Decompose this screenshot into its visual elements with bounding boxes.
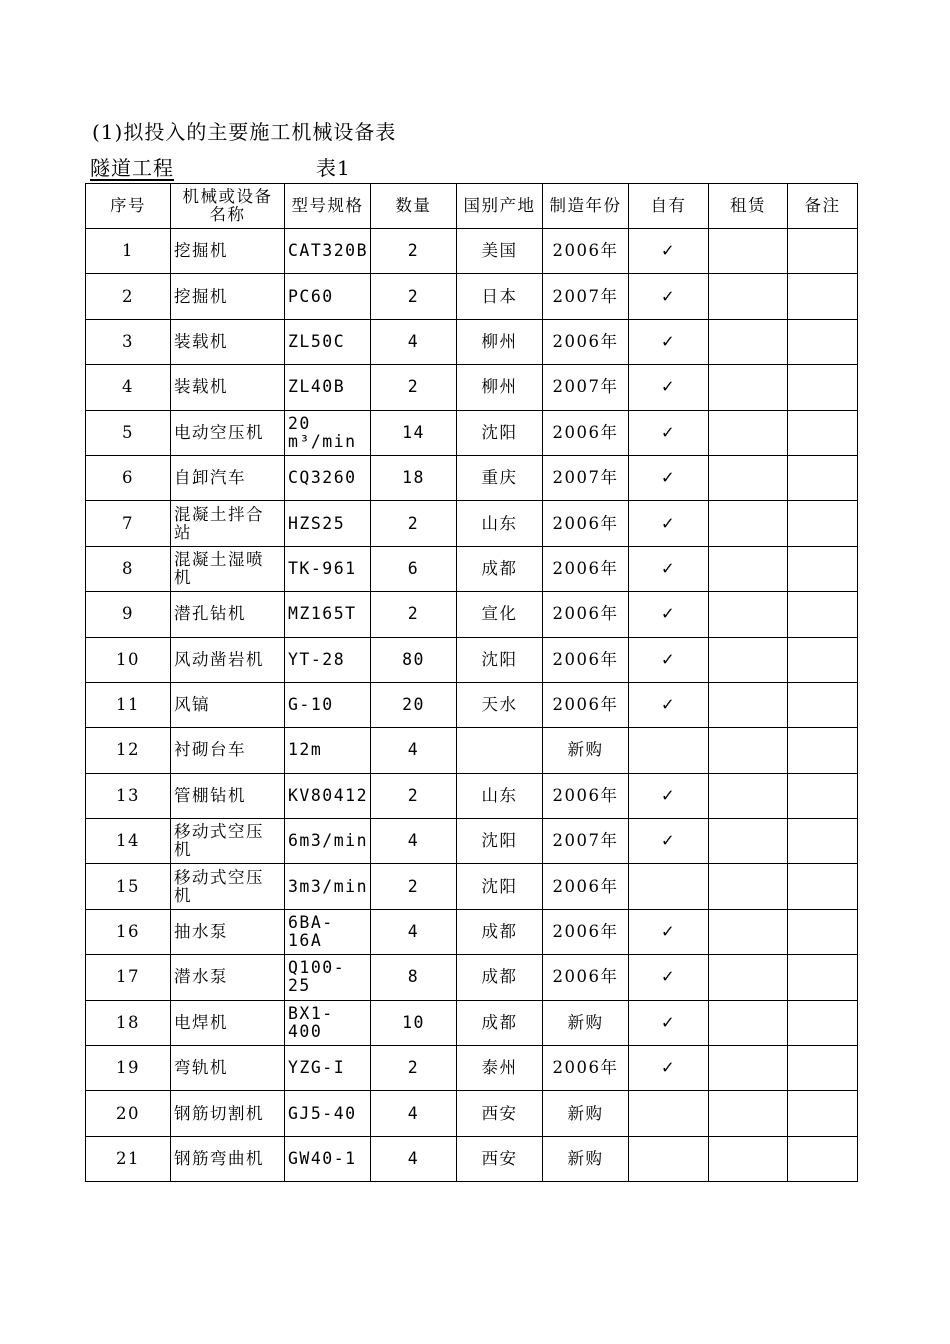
cell-own-check: ✓ bbox=[629, 455, 709, 500]
cell-name: 电焊机 bbox=[171, 1000, 285, 1045]
cell-note bbox=[788, 365, 858, 410]
document-title: (1)拟投入的主要施工机械设备表 bbox=[92, 120, 397, 144]
cell-rent bbox=[709, 546, 788, 591]
cell-note bbox=[788, 592, 858, 637]
cell-country: 沈阳 bbox=[457, 637, 543, 682]
cell-note bbox=[788, 319, 858, 364]
table-row bbox=[86, 728, 858, 773]
cell-no: 14 bbox=[86, 819, 171, 864]
cell-model: 3m3/min bbox=[285, 864, 371, 909]
cell-note bbox=[788, 1091, 858, 1136]
header-rent: 租赁 bbox=[709, 184, 788, 229]
section-label: 隧道工程 bbox=[90, 156, 174, 180]
cell-year: 2007年 bbox=[543, 455, 629, 500]
cell-model: GJ5-40 bbox=[285, 1091, 371, 1136]
cell-name: 衬砌台车 bbox=[171, 728, 285, 773]
cell-note bbox=[788, 682, 858, 727]
cell-note bbox=[788, 637, 858, 682]
cell-note bbox=[788, 1000, 858, 1045]
cell-model: KV80412 bbox=[285, 773, 371, 818]
cell-no: 3 bbox=[86, 319, 171, 364]
cell-own-check bbox=[629, 1136, 709, 1181]
cell-own-check bbox=[629, 864, 709, 909]
table-row bbox=[86, 1046, 858, 1091]
cell-qty: 4 bbox=[371, 1091, 457, 1136]
cell-model: 20 m³/min bbox=[285, 410, 371, 455]
cell-name: 装载机 bbox=[171, 365, 285, 410]
table-row bbox=[86, 592, 858, 637]
cell-no: 13 bbox=[86, 773, 171, 818]
cell-name: 管棚钻机 bbox=[171, 773, 285, 818]
table-row bbox=[86, 546, 858, 591]
cell-year: 新购 bbox=[543, 1000, 629, 1045]
cell-rent bbox=[709, 274, 788, 319]
cell-country: 成都 bbox=[457, 546, 543, 591]
cell-no: 20 bbox=[86, 1091, 171, 1136]
cell-no: 9 bbox=[86, 592, 171, 637]
cell-qty: 18 bbox=[371, 455, 457, 500]
cell-no: 15 bbox=[86, 864, 171, 909]
table-row bbox=[86, 501, 858, 546]
cell-name: 电动空压机 bbox=[171, 410, 285, 455]
cell-rent bbox=[709, 1046, 788, 1091]
cell-own-check: ✓ bbox=[629, 909, 709, 954]
cell-no: 17 bbox=[86, 955, 171, 1000]
cell-qty: 4 bbox=[371, 319, 457, 364]
cell-name: 混凝土拌合站 bbox=[171, 501, 285, 546]
table-number-label: 表1 bbox=[316, 156, 351, 180]
cell-name: 混凝土湿喷机 bbox=[171, 546, 285, 591]
cell-year: 新购 bbox=[543, 1136, 629, 1181]
table-row bbox=[86, 410, 858, 455]
cell-own-check: ✓ bbox=[629, 229, 709, 274]
cell-rent bbox=[709, 365, 788, 410]
header-qty: 数量 bbox=[371, 184, 457, 229]
cell-year: 2006年 bbox=[543, 637, 629, 682]
cell-name: 挖掘机 bbox=[171, 274, 285, 319]
cell-qty: 2 bbox=[371, 501, 457, 546]
cell-no: 1 bbox=[86, 229, 171, 274]
cell-country: 泰州 bbox=[457, 1046, 543, 1091]
cell-country: 成都 bbox=[457, 1000, 543, 1045]
cell-qty: 2 bbox=[371, 592, 457, 637]
cell-rent bbox=[709, 319, 788, 364]
table-row bbox=[86, 1136, 858, 1181]
table-row bbox=[86, 455, 858, 500]
cell-name: 自卸汽车 bbox=[171, 455, 285, 500]
cell-country: 成都 bbox=[457, 955, 543, 1000]
cell-qty: 4 bbox=[371, 1136, 457, 1181]
cell-note bbox=[788, 410, 858, 455]
cell-model: MZ165T bbox=[285, 592, 371, 637]
cell-year: 2006年 bbox=[543, 501, 629, 546]
cell-rent bbox=[709, 501, 788, 546]
cell-note bbox=[788, 455, 858, 500]
table-row bbox=[86, 229, 858, 274]
cell-year: 2006年 bbox=[543, 319, 629, 364]
cell-model: YT-28 bbox=[285, 637, 371, 682]
cell-country: 山东 bbox=[457, 501, 543, 546]
cell-year: 2006年 bbox=[543, 1046, 629, 1091]
cell-year: 新购 bbox=[543, 728, 629, 773]
header-name: 机械或设备名称 bbox=[171, 184, 285, 229]
cell-note bbox=[788, 909, 858, 954]
cell-name: 移动式空压机 bbox=[171, 864, 285, 909]
cell-own-check: ✓ bbox=[629, 274, 709, 319]
cell-own-check: ✓ bbox=[629, 410, 709, 455]
cell-country: 沈阳 bbox=[457, 819, 543, 864]
cell-name: 装载机 bbox=[171, 319, 285, 364]
cell-note bbox=[788, 546, 858, 591]
cell-no: 7 bbox=[86, 501, 171, 546]
cell-rent bbox=[709, 1000, 788, 1045]
cell-name: 移动式空压机 bbox=[171, 819, 285, 864]
cell-note bbox=[788, 1136, 858, 1181]
table-row bbox=[86, 637, 858, 682]
table-row bbox=[86, 1000, 858, 1045]
cell-rent bbox=[709, 229, 788, 274]
cell-name: 抽水泵 bbox=[171, 909, 285, 954]
cell-no: 18 bbox=[86, 1000, 171, 1045]
cell-no: 10 bbox=[86, 637, 171, 682]
cell-country: 沈阳 bbox=[457, 864, 543, 909]
header-no: 序号 bbox=[86, 184, 171, 229]
header-model: 型号规格 bbox=[285, 184, 371, 229]
cell-no: 16 bbox=[86, 909, 171, 954]
cell-rent bbox=[709, 909, 788, 954]
cell-qty: 2 bbox=[371, 274, 457, 319]
table-row bbox=[86, 319, 858, 364]
cell-qty: 6 bbox=[371, 546, 457, 591]
cell-year: 2006年 bbox=[543, 592, 629, 637]
cell-year: 2006年 bbox=[543, 864, 629, 909]
cell-rent bbox=[709, 592, 788, 637]
cell-own-check: ✓ bbox=[629, 819, 709, 864]
cell-own-check bbox=[629, 728, 709, 773]
cell-country: 沈阳 bbox=[457, 410, 543, 455]
cell-own-check: ✓ bbox=[629, 773, 709, 818]
cell-name: 钢筋切割机 bbox=[171, 1091, 285, 1136]
cell-model: YZG-I bbox=[285, 1046, 371, 1091]
table-row bbox=[86, 365, 858, 410]
cell-year: 新购 bbox=[543, 1091, 629, 1136]
header-country: 国别产地 bbox=[457, 184, 543, 229]
cell-model: BX1-400 bbox=[285, 1000, 371, 1045]
cell-rent bbox=[709, 1136, 788, 1181]
cell-rent bbox=[709, 455, 788, 500]
cell-name: 风动凿岩机 bbox=[171, 637, 285, 682]
cell-qty: 80 bbox=[371, 637, 457, 682]
cell-qty: 10 bbox=[371, 1000, 457, 1045]
cell-no: 11 bbox=[86, 682, 171, 727]
table-row bbox=[86, 773, 858, 818]
cell-year: 2006年 bbox=[543, 546, 629, 591]
cell-model: TK-961 bbox=[285, 546, 371, 591]
cell-qty: 14 bbox=[371, 410, 457, 455]
cell-note bbox=[788, 229, 858, 274]
cell-year: 2006年 bbox=[543, 229, 629, 274]
table-row bbox=[86, 819, 858, 864]
cell-year: 2006年 bbox=[543, 410, 629, 455]
cell-country: 成都 bbox=[457, 909, 543, 954]
cell-country: 西安 bbox=[457, 1091, 543, 1136]
cell-name: 弯轨机 bbox=[171, 1046, 285, 1091]
header-own: 自有 bbox=[629, 184, 709, 229]
cell-model: HZS25 bbox=[285, 501, 371, 546]
cell-rent bbox=[709, 728, 788, 773]
cell-qty: 8 bbox=[371, 955, 457, 1000]
cell-country: 宣化 bbox=[457, 592, 543, 637]
cell-qty: 20 bbox=[371, 682, 457, 727]
header-note: 备注 bbox=[788, 184, 858, 229]
cell-model: 6m3/min bbox=[285, 819, 371, 864]
cell-qty: 4 bbox=[371, 819, 457, 864]
cell-model: ZL40B bbox=[285, 365, 371, 410]
table-row bbox=[86, 864, 858, 909]
cell-rent bbox=[709, 773, 788, 818]
cell-note bbox=[788, 501, 858, 546]
cell-rent bbox=[709, 682, 788, 727]
cell-own-check: ✓ bbox=[629, 955, 709, 1000]
cell-no: 19 bbox=[86, 1046, 171, 1091]
cell-rent bbox=[709, 637, 788, 682]
cell-name: 潜水泵 bbox=[171, 955, 285, 1000]
cell-year: 2007年 bbox=[543, 365, 629, 410]
cell-year: 2006年 bbox=[543, 909, 629, 954]
cell-model: CAT320B bbox=[285, 229, 371, 274]
cell-note bbox=[788, 274, 858, 319]
cell-country bbox=[457, 728, 543, 773]
cell-name: 风镐 bbox=[171, 682, 285, 727]
cell-note bbox=[788, 1046, 858, 1091]
cell-no: 4 bbox=[86, 365, 171, 410]
cell-country: 美国 bbox=[457, 229, 543, 274]
cell-rent bbox=[709, 410, 788, 455]
cell-note bbox=[788, 773, 858, 818]
cell-year: 2006年 bbox=[543, 773, 629, 818]
cell-note bbox=[788, 728, 858, 773]
header-year: 制造年份 bbox=[543, 184, 629, 229]
cell-model: CQ3260 bbox=[285, 455, 371, 500]
table-row bbox=[86, 955, 858, 1000]
cell-model: ZL50C bbox=[285, 319, 371, 364]
table-row bbox=[86, 682, 858, 727]
cell-model: G-10 bbox=[285, 682, 371, 727]
cell-own-check: ✓ bbox=[629, 682, 709, 727]
cell-qty: 4 bbox=[371, 909, 457, 954]
cell-note bbox=[788, 819, 858, 864]
cell-note bbox=[788, 955, 858, 1000]
cell-own-check: ✓ bbox=[629, 592, 709, 637]
cell-qty: 2 bbox=[371, 864, 457, 909]
cell-rent bbox=[709, 1091, 788, 1136]
cell-country: 西安 bbox=[457, 1136, 543, 1181]
cell-name: 潜孔钻机 bbox=[171, 592, 285, 637]
cell-no: 12 bbox=[86, 728, 171, 773]
cell-no: 8 bbox=[86, 546, 171, 591]
cell-no: 6 bbox=[86, 455, 171, 500]
cell-qty: 2 bbox=[371, 229, 457, 274]
cell-country: 柳州 bbox=[457, 365, 543, 410]
cell-qty: 4 bbox=[371, 728, 457, 773]
cell-own-check: ✓ bbox=[629, 637, 709, 682]
cell-model: 12m bbox=[285, 728, 371, 773]
cell-country: 重庆 bbox=[457, 455, 543, 500]
cell-model: PC60 bbox=[285, 274, 371, 319]
cell-model: 6BA-16A bbox=[285, 909, 371, 954]
cell-qty: 2 bbox=[371, 365, 457, 410]
cell-name: 挖掘机 bbox=[171, 229, 285, 274]
cell-own-check: ✓ bbox=[629, 365, 709, 410]
cell-own-check: ✓ bbox=[629, 1046, 709, 1091]
cell-rent bbox=[709, 955, 788, 1000]
cell-qty: 2 bbox=[371, 773, 457, 818]
cell-own-check: ✓ bbox=[629, 546, 709, 591]
cell-country: 柳州 bbox=[457, 319, 543, 364]
cell-rent bbox=[709, 864, 788, 909]
equipment-table bbox=[85, 183, 858, 1182]
table-header-row bbox=[86, 184, 858, 229]
cell-own-check: ✓ bbox=[629, 501, 709, 546]
cell-qty: 2 bbox=[371, 1046, 457, 1091]
table-row bbox=[86, 909, 858, 954]
cell-country: 天水 bbox=[457, 682, 543, 727]
cell-rent bbox=[709, 819, 788, 864]
cell-no: 5 bbox=[86, 410, 171, 455]
cell-name: 钢筋弯曲机 bbox=[171, 1136, 285, 1181]
cell-no: 21 bbox=[86, 1136, 171, 1181]
cell-note bbox=[788, 864, 858, 909]
cell-model: GW40-1 bbox=[285, 1136, 371, 1181]
cell-own-check: ✓ bbox=[629, 319, 709, 364]
cell-country: 山东 bbox=[457, 773, 543, 818]
cell-own-check bbox=[629, 1091, 709, 1136]
cell-year: 2006年 bbox=[543, 682, 629, 727]
cell-country: 日本 bbox=[457, 274, 543, 319]
cell-model: Q100-25 bbox=[285, 955, 371, 1000]
cell-year: 2007年 bbox=[543, 819, 629, 864]
cell-no: 2 bbox=[86, 274, 171, 319]
cell-own-check: ✓ bbox=[629, 1000, 709, 1045]
table-row bbox=[86, 274, 858, 319]
cell-year: 2006年 bbox=[543, 955, 629, 1000]
cell-year: 2007年 bbox=[543, 274, 629, 319]
table-row bbox=[86, 1091, 858, 1136]
